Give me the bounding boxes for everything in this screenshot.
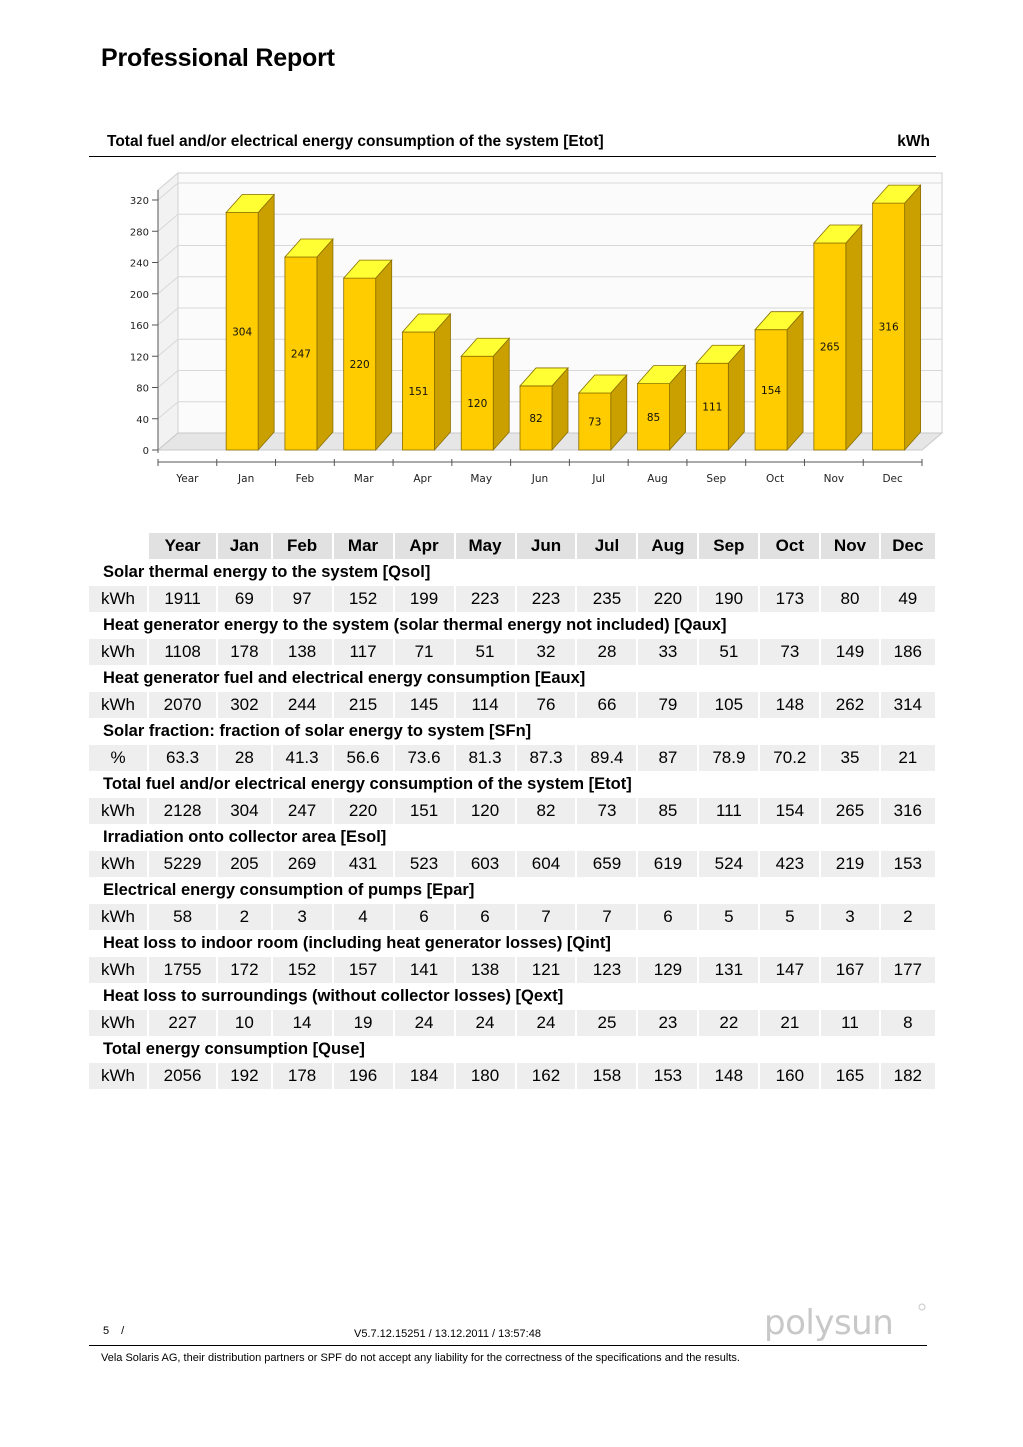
bar-data-label: 151 <box>408 386 429 399</box>
section-title-row <box>89 1036 935 1063</box>
column-header: Jul <box>577 533 638 559</box>
value-cell: 89.4 <box>577 745 638 771</box>
value-cell: 244 <box>273 692 334 718</box>
unit-cell: kWh <box>89 957 149 983</box>
energy-bar-chart <box>110 175 940 495</box>
value-cell: 87.3 <box>517 745 578 771</box>
value-cell: 51 <box>699 639 760 665</box>
page-number <box>103 1325 124 1337</box>
value-cell: 172 <box>218 957 272 983</box>
value-cell: 162 <box>517 1063 578 1089</box>
section-title: Heat loss to surroundings (without collector losses) [Qext] <box>103 987 564 1005</box>
section-title: Solar fraction: fraction of solar energy to system [SFn] <box>103 722 532 740</box>
table-row <box>89 745 935 771</box>
x-tick-label: Mar <box>353 473 374 485</box>
unit-cell: kWh <box>89 692 149 718</box>
table-row <box>89 1010 935 1036</box>
value-cell: 5229 <box>149 851 218 877</box>
value-cell: 78.9 <box>699 745 760 771</box>
footer-divider <box>89 1345 927 1346</box>
chart-side-wall <box>158 173 178 450</box>
value-cell: 33 <box>638 639 699 665</box>
column-header: Nov <box>821 533 880 559</box>
value-cell: 66 <box>577 692 638 718</box>
x-tick-label: Dec <box>882 473 903 485</box>
x-tick-label: Oct <box>765 473 785 485</box>
value-cell: 5 <box>699 904 760 930</box>
y-tick-label: 200 <box>129 289 149 301</box>
value-cell: 2128 <box>149 798 218 824</box>
bar-side <box>787 312 803 450</box>
value-cell: 196 <box>334 1063 395 1089</box>
bar-data-label: 85 <box>646 411 661 424</box>
value-cell: 10 <box>218 1010 272 1036</box>
value-cell: 117 <box>334 639 395 665</box>
bar-data-label: 247 <box>290 348 311 361</box>
value-cell: 129 <box>638 957 699 983</box>
value-cell: 177 <box>881 957 935 983</box>
value-cell: 82 <box>517 798 578 824</box>
value-cell: 220 <box>334 798 395 824</box>
value-cell: 157 <box>334 957 395 983</box>
table-row <box>89 851 935 877</box>
value-cell: 619 <box>638 851 699 877</box>
table-row <box>89 639 935 665</box>
value-cell: 148 <box>699 1063 760 1089</box>
value-cell: 14 <box>273 1010 334 1036</box>
value-cell: 1755 <box>149 957 218 983</box>
column-header: Mar <box>334 533 395 559</box>
value-cell: 141 <box>395 957 456 983</box>
value-cell: 63.3 <box>149 745 218 771</box>
y-tick-label: 160 <box>129 321 149 332</box>
page-title: Professional Report <box>101 44 335 72</box>
value-cell: 314 <box>881 692 935 718</box>
value-cell: 148 <box>760 692 821 718</box>
y-tick-label: 0 <box>142 446 149 457</box>
section-title: Irradiation onto collector area [Esol] <box>103 828 387 846</box>
value-cell: 24 <box>517 1010 578 1036</box>
value-cell: 192 <box>218 1063 272 1089</box>
value-cell: 235 <box>577 586 638 612</box>
value-cell: 71 <box>395 639 456 665</box>
value-cell: 158 <box>577 1063 638 1089</box>
value-cell: 2 <box>881 904 935 930</box>
value-cell: 73 <box>760 639 821 665</box>
x-tick-label: May <box>470 473 493 485</box>
value-cell: 70.2 <box>760 745 821 771</box>
y-tick-label: 40 <box>136 414 149 426</box>
section-title: Total fuel and/or electrical energy consumption of the system [Etot] <box>103 775 632 793</box>
value-cell: 35 <box>821 745 880 771</box>
value-cell: 51 <box>456 639 517 665</box>
value-cell: 431 <box>334 851 395 877</box>
value-cell: 2 <box>218 904 272 930</box>
value-cell: 3 <box>821 904 880 930</box>
value-cell: 178 <box>218 639 272 665</box>
value-cell: 178 <box>273 1063 334 1089</box>
y-tick-label: 280 <box>129 227 149 239</box>
value-cell: 81.3 <box>456 745 517 771</box>
y-tick-label: 80 <box>136 383 149 395</box>
value-cell: 23 <box>638 1010 699 1036</box>
x-tick-label: Year <box>176 473 199 485</box>
value-cell: 603 <box>456 851 517 877</box>
value-cell: 2056 <box>149 1063 218 1089</box>
x-tick-label: Nov <box>823 473 845 485</box>
value-cell: 56.6 <box>334 745 395 771</box>
unit-cell: kWh <box>89 1010 149 1036</box>
section-title: Heat loss to indoor room (including heat generator losses) [Qint] <box>103 934 611 952</box>
value-cell: 25 <box>577 1010 638 1036</box>
bar-data-label: 265 <box>819 341 840 354</box>
value-cell: 138 <box>273 639 334 665</box>
unit-cell: kWh <box>89 851 149 877</box>
y-tick-label: 120 <box>129 352 149 364</box>
value-cell: 423 <box>760 851 821 877</box>
unit-cell: kWh <box>89 798 149 824</box>
value-cell: 227 <box>149 1010 218 1036</box>
value-cell: 182 <box>881 1063 935 1089</box>
table-row <box>89 1063 935 1089</box>
value-cell: 22 <box>699 1010 760 1036</box>
version-info: V5.7.12.15251 / 13.12.2011 / 13:57:48 <box>354 1328 541 1340</box>
value-cell: 76 <box>517 692 578 718</box>
value-cell: 269 <box>273 851 334 877</box>
bar-data-label: 120 <box>467 398 488 411</box>
value-cell: 49 <box>881 586 935 612</box>
value-cell: 302 <box>218 692 272 718</box>
section-title: Electrical energy consumption of pumps [Epar] <box>103 881 475 899</box>
bar-side <box>317 239 333 450</box>
unit-cell: % <box>89 745 149 771</box>
value-cell: 6 <box>395 904 456 930</box>
bar-side <box>846 225 862 450</box>
page-separator: / <box>121 1325 125 1337</box>
table-row <box>89 957 935 983</box>
value-cell: 4 <box>334 904 395 930</box>
value-cell: 205 <box>218 851 272 877</box>
value-cell: 79 <box>638 692 699 718</box>
value-cell: 24 <box>456 1010 517 1036</box>
section-title-row <box>89 983 935 1010</box>
value-cell: 167 <box>821 957 880 983</box>
bar-side <box>258 195 274 451</box>
bar-data-label: 304 <box>232 326 253 339</box>
value-cell: 153 <box>881 851 935 877</box>
value-cell: 153 <box>638 1063 699 1089</box>
bar-side <box>434 314 450 450</box>
table-row <box>89 904 935 930</box>
value-cell: 1108 <box>149 639 218 665</box>
value-cell: 165 <box>821 1063 880 1089</box>
value-cell: 11 <box>821 1010 880 1036</box>
value-cell: 190 <box>699 586 760 612</box>
value-cell: 121 <box>517 957 578 983</box>
table-row <box>89 798 935 824</box>
y-tick-label: 240 <box>129 258 149 270</box>
value-cell: 6 <box>638 904 699 930</box>
value-cell: 160 <box>760 1063 821 1089</box>
section-title-row <box>89 665 935 692</box>
value-cell: 8 <box>881 1010 935 1036</box>
bar-data-label: 111 <box>702 401 723 414</box>
value-cell: 152 <box>334 586 395 612</box>
value-cell: 32 <box>517 639 578 665</box>
value-cell: 265 <box>821 798 880 824</box>
column-header: Jan <box>218 533 272 559</box>
x-tick-label: Feb <box>295 473 315 485</box>
bar-side <box>493 338 509 450</box>
y-tick-label: 320 <box>129 196 149 207</box>
chart-header <box>89 132 936 157</box>
x-tick-label: Aug <box>647 473 668 485</box>
section-title-row <box>89 877 935 904</box>
value-cell: 114 <box>456 692 517 718</box>
x-tick-label: Jun <box>531 473 549 485</box>
value-cell: 58 <box>149 904 218 930</box>
value-cell: 87 <box>638 745 699 771</box>
x-tick-label: Sep <box>706 473 727 485</box>
section-title-row <box>89 559 935 586</box>
value-cell: 524 <box>699 851 760 877</box>
column-header: Aug <box>638 533 699 559</box>
value-cell: 147 <box>760 957 821 983</box>
value-cell: 223 <box>517 586 578 612</box>
disclaimer: Vela Solaris AG, their distribution partners or SPF do not accept any liability for the correctness of the specifications and the results. <box>101 1352 740 1364</box>
value-cell: 123 <box>577 957 638 983</box>
value-cell: 604 <box>517 851 578 877</box>
value-cell: 304 <box>218 798 272 824</box>
chart-unit: kWh <box>897 133 930 150</box>
value-cell: 220 <box>638 586 699 612</box>
value-cell: 215 <box>334 692 395 718</box>
section-title: Total energy consumption [Quse] <box>103 1040 365 1058</box>
section-title: Solar thermal energy to the system [Qsol] <box>103 563 431 581</box>
bar-side <box>376 260 392 450</box>
value-cell: 262 <box>821 692 880 718</box>
value-cell: 80 <box>821 586 880 612</box>
column-header: May <box>456 533 517 559</box>
value-cell: 19 <box>334 1010 395 1036</box>
unit-cell: kWh <box>89 904 149 930</box>
unit-cell: kWh <box>89 639 149 665</box>
section-title: Heat generator fuel and electrical energy consumption [Eaux] <box>103 669 586 687</box>
polysun-logo <box>762 1301 932 1345</box>
section-title-row <box>89 612 935 639</box>
x-tick-label: Apr <box>413 473 432 485</box>
unit-cell: kWh <box>89 1063 149 1089</box>
value-cell: 28 <box>577 639 638 665</box>
bar-data-label: 154 <box>761 384 782 397</box>
value-cell: 3 <box>273 904 334 930</box>
value-cell: 180 <box>456 1063 517 1089</box>
value-cell: 1911 <box>149 586 218 612</box>
value-cell: 73 <box>577 798 638 824</box>
value-cell: 184 <box>395 1063 456 1089</box>
energy-table <box>89 533 935 1089</box>
value-cell: 21 <box>881 745 935 771</box>
value-cell: 6 <box>456 904 517 930</box>
bar-side <box>905 185 921 450</box>
column-header: Apr <box>395 533 456 559</box>
value-cell: 316 <box>881 798 935 824</box>
page-number-value: 5 <box>103 1325 110 1337</box>
value-cell: 21 <box>760 1010 821 1036</box>
value-cell: 247 <box>273 798 334 824</box>
bar-data-label: 316 <box>878 321 899 334</box>
value-cell: 223 <box>456 586 517 612</box>
value-cell: 173 <box>760 586 821 612</box>
value-cell: 149 <box>821 639 880 665</box>
chart-title: Total fuel and/or electrical energy consumption of the system [Etot] <box>107 133 604 150</box>
unit-cell: kWh <box>89 586 149 612</box>
column-header: Oct <box>760 533 821 559</box>
value-cell: 97 <box>273 586 334 612</box>
value-cell: 138 <box>456 957 517 983</box>
value-cell: 85 <box>638 798 699 824</box>
value-cell: 145 <box>395 692 456 718</box>
header-blank-cell <box>89 533 149 559</box>
section-title: Heat generator energy to the system (solar thermal energy not included) [Qaux] <box>103 616 727 634</box>
bar-data-label: 220 <box>349 359 370 372</box>
table-row <box>89 586 935 612</box>
value-cell: 5 <box>760 904 821 930</box>
value-cell: 105 <box>699 692 760 718</box>
column-header: Sep <box>699 533 760 559</box>
value-cell: 69 <box>218 586 272 612</box>
column-header: Jun <box>517 533 578 559</box>
value-cell: 7 <box>577 904 638 930</box>
section-title-row <box>89 771 935 798</box>
column-header: Feb <box>273 533 334 559</box>
x-tick-label: Jan <box>238 473 255 485</box>
value-cell: 131 <box>699 957 760 983</box>
value-cell: 2070 <box>149 692 218 718</box>
value-cell: 41.3 <box>273 745 334 771</box>
column-header: Dec <box>881 533 935 559</box>
value-cell: 154 <box>760 798 821 824</box>
x-tick-label: Jul <box>592 473 606 485</box>
column-header: Year <box>149 533 218 559</box>
value-cell: 120 <box>456 798 517 824</box>
section-title-row <box>89 824 935 851</box>
value-cell: 73.6 <box>395 745 456 771</box>
value-cell: 28 <box>218 745 272 771</box>
bar-data-label: 73 <box>588 416 602 429</box>
value-cell: 7 <box>517 904 578 930</box>
value-cell: 219 <box>821 851 880 877</box>
value-cell: 151 <box>395 798 456 824</box>
table-header-row <box>89 533 935 559</box>
value-cell: 199 <box>395 586 456 612</box>
value-cell: 523 <box>395 851 456 877</box>
section-title-row <box>89 718 935 745</box>
value-cell: 659 <box>577 851 638 877</box>
value-cell: 186 <box>881 639 935 665</box>
section-title-row <box>89 930 935 957</box>
bar-data-label: 82 <box>529 412 543 425</box>
value-cell: 111 <box>699 798 760 824</box>
table-row <box>89 692 935 718</box>
value-cell: 24 <box>395 1010 456 1036</box>
value-cell: 152 <box>273 957 334 983</box>
polysun-logo-text: polysun <box>764 1303 894 1343</box>
